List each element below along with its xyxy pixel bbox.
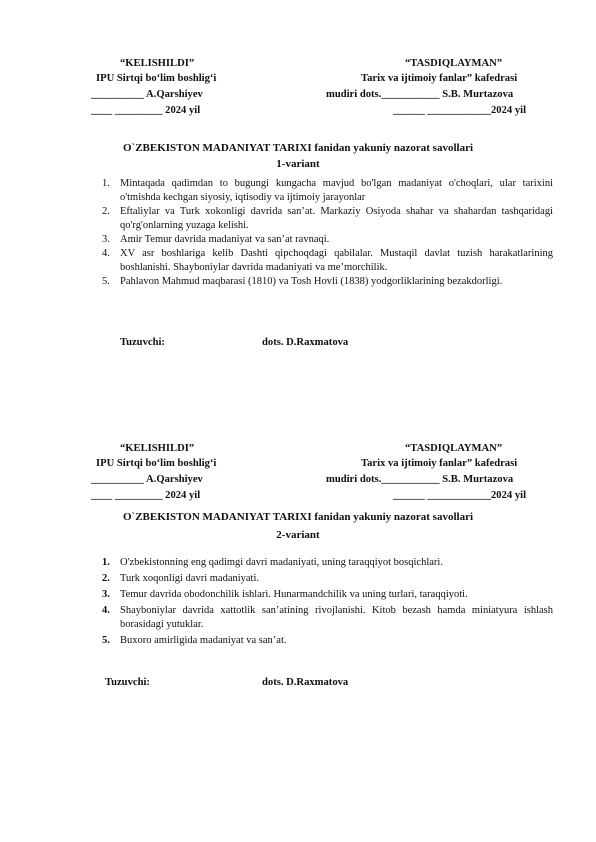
list-item: 2. Turk xoqonligi davri madaniyati. xyxy=(102,573,260,584)
approve-date-line: ______ ____________2024 yil xyxy=(393,105,527,116)
approve-heading: “TASDIQLAYMAN” xyxy=(405,443,503,454)
list-item: 1. Mintaqada qadimdan to bugungi kungacha mavjud bo'lgan madaniyat o'choqlari, ular tarixini o'tmishda kechgan siyosiy, iqtisodiy va ijtimoiy jarayonlar xyxy=(102,178,553,203)
list-item: 4. Shayboniylar davrida xattotlik san’atining rivojlanishi. Kitob bezash hamda miniatyura ishlash borasidagi yutuklar. xyxy=(102,605,553,630)
approve-signature-line: mudiri dots.___________ S.B. Murtazova xyxy=(326,474,514,485)
agreed-heading: “KELISHILDI” xyxy=(120,443,195,454)
author-name: dots. D.Raxmatova xyxy=(262,677,349,688)
agreed-signature-line: __________ A.Qarshiyev xyxy=(91,89,203,100)
exam-title: O`ZBEKISTON MADANIYAT TARIXI fanidan yakuniy nazorat savollari xyxy=(122,142,474,154)
list-item: 5. Buxoro amirligida madaniyat va san’at. xyxy=(102,635,287,646)
author-name: dots. D.Raxmatova xyxy=(262,337,349,348)
list-item: 2. Eftaliylar va Turk xokonligi davrida san’at. Markaziy Osiyoda shahar va shahardan tashqaridagi qo'rg'onlarning yuzaga kelishi. xyxy=(102,206,553,231)
approve-line-1: Tarix va ijtimoiy fanlar” kafedrasi xyxy=(361,73,518,84)
question-list xyxy=(102,556,553,648)
agreed-signature-line: __________ A.Qarshiyev xyxy=(91,474,203,485)
list-item: 3. Temur davrida obodonchilik ishlari. Hunarmandchilik va uning turlari, taraqqiyoti. xyxy=(102,589,468,600)
agreed-date-line: ____ _________ 2024 yil xyxy=(91,105,201,116)
agreed-heading: “KELISHILDI” xyxy=(120,58,195,69)
approve-signature-line: mudiri dots.___________ S.B. Murtazova xyxy=(326,89,514,100)
approve-heading: “TASDIQLAYMAN” xyxy=(405,58,503,69)
list-item: 5. Pahlavon Mahmud maqbarasi (1810) va Tosh Hovli (1838) yodgorliklarining bezakdorligi. xyxy=(102,276,503,287)
approve-line-1: Tarix va ijtimoiy fanlar” kafedrasi xyxy=(361,458,518,469)
agreed-line-1: IPU Sirtqi bo‘lim boshlig‘i xyxy=(96,73,217,84)
variant-label: 1-variant xyxy=(276,158,320,170)
author-label: Tuzuvchi: xyxy=(105,677,150,688)
exam-title: O`ZBEKISTON MADANIYAT TARIXI fanidan yakuniy nazorat savollari xyxy=(122,511,474,523)
agreed-date-line: ____ _________ 2024 yil xyxy=(91,490,201,501)
agreed-line-1: IPU Sirtqi bo‘lim boshlig‘i xyxy=(96,458,217,469)
author-label: Tuzuvchi: xyxy=(120,337,165,348)
list-item: 3. Amir Temur davrida madaniyat va san’at ravnaqi. xyxy=(102,234,330,245)
approve-date-line: ______ ____________2024 yil xyxy=(393,490,527,501)
list-item: 1. O'zbekistonning eng qadimgi davri madaniyati, uning taraqqiyot bosqichlari. xyxy=(102,557,443,568)
list-item: 4. XV asr boshlariga kelib Dashti qipchoqdagi qabilalar. Mustaqil davlat tuzish harakatlarining boshlanishi. Shayboniylar davrida madaniyati va me’morchilik. xyxy=(102,248,553,273)
variant-label: 2-variant xyxy=(276,529,320,541)
